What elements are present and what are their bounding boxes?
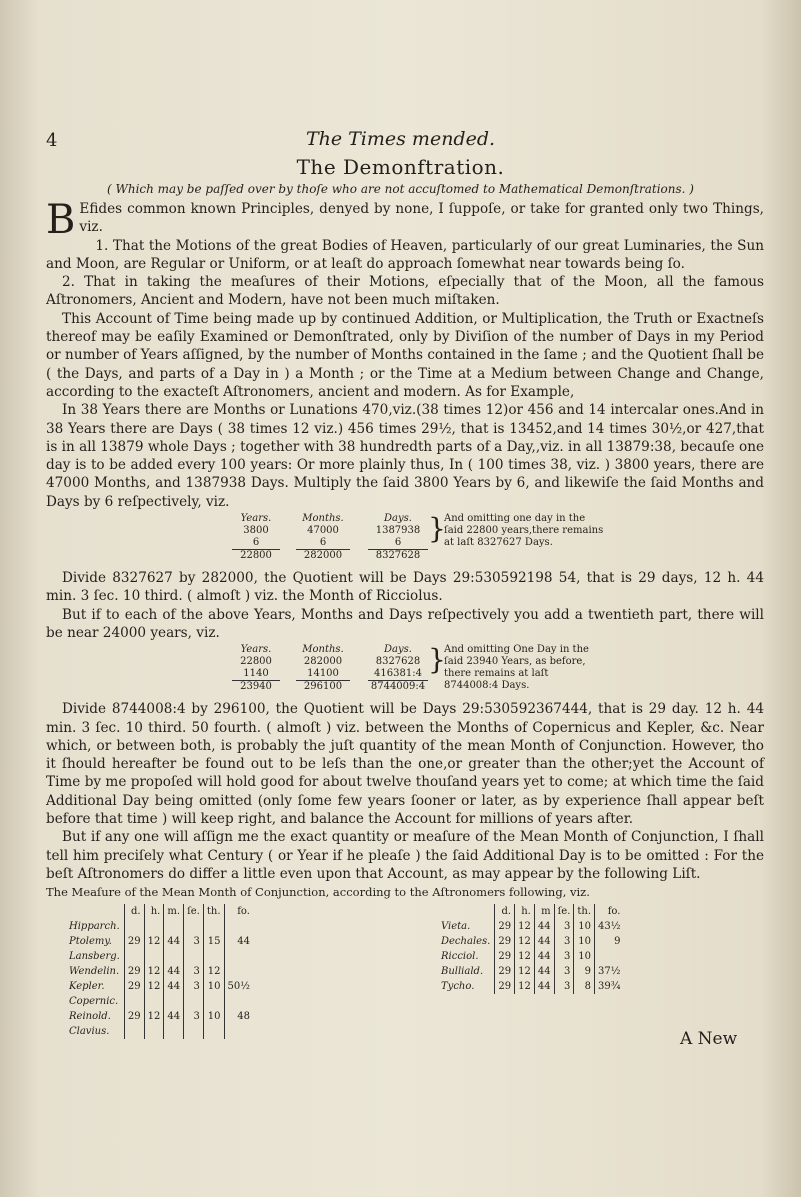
- table-cell: 44: [164, 1009, 184, 1024]
- table-cell: h.: [515, 904, 535, 919]
- table-row: [438, 934, 623, 949]
- table-cell: [224, 1024, 253, 1039]
- calc-cell: 14100: [307, 668, 339, 680]
- table-cell: 50½: [224, 979, 253, 994]
- calculation-2: [46, 644, 764, 698]
- table-cell: 3: [554, 964, 574, 979]
- calc-cell: 6: [252, 537, 260, 549]
- table-cell: 44: [534, 919, 554, 934]
- paragraph-5: In 38 Years there are Months or Lunations 470,viz.(38 times 12)or 456 and 14 intercalar ones.And in 38 Years there are Days ( 38 times 12 viz.) 456 times 29½, that is 13452,and 14 times 30½,or 427,that is in all 13879 whole Days ; together with 38 hundredth parts of a Day,,viz. in all 13879:38, becauſe one day is to be added every 100 years: Or more plainly thus, In ( 100 times 38, viz. ) 3800 years, there are 47000 Months, and 1387938 Days. Multiply the ſaid 3800 Years by 6, and likewiſe the ſaid Months and Days by 6 reſpectively, viz.: [46, 402, 764, 510]
- section-subtitle: ( Which may be paſſed over by thoſe who are not accuſtomed to Mathematical Demonſtrations. ): [107, 182, 694, 196]
- calc-cell: 416381:4: [374, 668, 422, 680]
- table-cell: 3: [184, 979, 204, 994]
- calc-total: 296100: [296, 680, 350, 693]
- paragraph-7: But if to each of the above Years, Months and Days reſpectively you add a twentieth part, there will be near 24000 years, viz.: [46, 606, 764, 641]
- table-row: [438, 964, 623, 979]
- table-header-row: [66, 904, 253, 919]
- table-cell: 9: [595, 934, 624, 949]
- table-cell: 44: [164, 934, 184, 949]
- table-cell: [184, 994, 204, 1009]
- astronomer-name: Wendelin.: [69, 965, 120, 977]
- table-cell: 15: [203, 934, 224, 949]
- table-cell: 10: [574, 919, 595, 934]
- calc-cell: 1387938: [375, 525, 421, 537]
- table-cell: [224, 964, 253, 979]
- table-cell: [203, 919, 224, 934]
- table-cell: [164, 919, 184, 934]
- table-cell: 29: [124, 1009, 144, 1024]
- table-cell: [124, 949, 144, 964]
- catchword: A New: [680, 1029, 738, 1049]
- table-cell: [224, 949, 253, 964]
- astronomer-name: Copernic.: [69, 995, 119, 1007]
- table-row: [66, 964, 253, 979]
- drop-cap: B: [46, 197, 76, 243]
- table-cell: 29: [124, 934, 144, 949]
- table-cell: 12: [515, 919, 535, 934]
- table-cell: h.: [144, 904, 164, 919]
- table-cell: 29: [495, 964, 515, 979]
- table-cell: [144, 919, 164, 934]
- brace: }: [428, 512, 446, 546]
- table-row: [66, 1024, 253, 1039]
- table-cell: th.: [203, 904, 224, 919]
- calc-total: 282000: [296, 549, 350, 562]
- table-cell: 44: [224, 934, 253, 949]
- table-cell: 44: [534, 979, 554, 994]
- table-cell: 3: [554, 949, 574, 964]
- table-cell: d.: [495, 904, 515, 919]
- table-cell: [144, 1024, 164, 1039]
- table-cell: 12: [144, 934, 164, 949]
- table-cell: [184, 1024, 204, 1039]
- paragraph-8: Divide 8744008:4 by 296100, the Quotient will be Days 29:530592367444, that is 29 day. 12 h. 44 min. 3 ſec. 10 third. 50 fourth. ( almoſt ) viz. between the Months of Copernicus and Kepler, &c. Near which, or between both, is probably the juſt quantity of the mean Month of Conjunction. However, tho it ſhould hereafter be found out to be leſs than the one,or greater than the other;yet the Account of Time by me propoſed will hold good for about twelve thouſand years yet to come; at which time the ſaid Additional Day being omitted (only ſome few years ſooner or later, as by experience ſhall appear beſt before that time ) will keep right, and balance the Account for millions of years after.: [46, 701, 764, 828]
- table-cell: [595, 949, 624, 964]
- calc-header: Months.: [302, 644, 344, 656]
- astronomer-name: Clavius.: [69, 1025, 110, 1037]
- table-cell: 29: [124, 979, 144, 994]
- table-cell: 12: [144, 1009, 164, 1024]
- table-cell: 3: [184, 934, 204, 949]
- table-row: [66, 994, 253, 1009]
- calc-cell: 8327628: [375, 656, 421, 668]
- calc-cell: 282000: [303, 656, 343, 668]
- table-cell: [184, 949, 204, 964]
- table-cell: 3: [554, 919, 574, 934]
- calc-cell: 6: [394, 537, 402, 549]
- astronomer-name: Tycho.: [441, 980, 475, 992]
- paragraph-4: This Account of Time being made up by continued Addition, or Multiplication, the Truth or Exactneſs thereof may be eaſily Examined or Demonſtrated, only by Diviſion of the number of Days in my Period or number of Years aſſigned, by the number of Months contained in the ſame ; and the Quotient ſhall be ( the Days, and parts of a Day in ) a Month ; or the Time at a Medium between Change and Change, according to the exacteſt Aſtronomers, ancient and modern. As for Example,: [46, 310, 764, 400]
- astronomer-name: Reinold.: [69, 1010, 111, 1022]
- table-cell: 44: [164, 979, 184, 994]
- calc-cell: 6: [319, 537, 327, 549]
- calc-note: And omitting one day in the ſaid 22800 years,there remains at laſt 8327627 Days.: [444, 513, 604, 549]
- table-cell: ſe.: [554, 904, 574, 919]
- calc-total: 22800: [232, 549, 280, 562]
- calc-header: Years.: [240, 644, 272, 656]
- calc-total: 8327628: [368, 549, 428, 562]
- astronomer-name: Bulliald.: [441, 965, 484, 977]
- table-cell: ſe.: [184, 904, 204, 919]
- table-cell: 29: [495, 934, 515, 949]
- running-header: [0, 128, 801, 152]
- table-cell: [124, 1024, 144, 1039]
- table-row: [438, 979, 623, 994]
- table-cell: 3: [554, 979, 574, 994]
- calc-note: And omitting One Day in the ſaid 23940 Years, as before, there remains at laſt 8744008:4 Days.: [444, 644, 589, 692]
- calc-cell: 22800: [240, 656, 272, 668]
- table-cell: [124, 919, 144, 934]
- table-cell: fo.: [224, 904, 253, 919]
- table-cell: [144, 949, 164, 964]
- table-cell: 44: [534, 949, 554, 964]
- table-cell: [184, 919, 204, 934]
- table-cell: 8: [574, 979, 595, 994]
- table-row: [66, 949, 253, 964]
- astronomer-name: Dechales.: [441, 935, 491, 947]
- table-cell: 3: [554, 934, 574, 949]
- table-cell: [164, 1024, 184, 1039]
- body-text: [46, 197, 764, 1037]
- table-cell: 48: [224, 1009, 253, 1024]
- calc-total: 23940: [232, 680, 280, 693]
- table-cell: 12: [515, 964, 535, 979]
- table-cell: th.: [574, 904, 595, 919]
- astronomer-name: Ptolemy.: [69, 935, 112, 947]
- right-astronomer-table: [438, 904, 623, 994]
- table-cell: 10: [203, 1009, 224, 1024]
- table-cell: 44: [534, 934, 554, 949]
- table-cell: 12: [144, 979, 164, 994]
- table-cell: [224, 919, 253, 934]
- table-cell: [124, 994, 144, 1009]
- table-cell: 12: [203, 964, 224, 979]
- table-cell: 10: [203, 979, 224, 994]
- astronomer-name: [66, 904, 124, 919]
- table-cell: d.: [124, 904, 144, 919]
- table-row: [66, 934, 253, 949]
- table-cell: 9: [574, 964, 595, 979]
- table-cell: 10: [574, 949, 595, 964]
- table-cell: 29: [124, 964, 144, 979]
- table-cell: [164, 949, 184, 964]
- paragraph-9: But if any one will aſſign me the exact quantity or meaſure of the Mean Month of Conjunction, I ſhall tell him preciſely what Century ( or Year if he pleaſe ) the ſaid Additional Day is to be omitted : For the beſt Aſtronomers do differ a little even upon that Account, as may appear by the following Liſt.: [46, 829, 764, 882]
- calc-header: Months.: [302, 513, 344, 525]
- table-cell: fo.: [595, 904, 624, 919]
- astronomer-name: Ricciol.: [441, 950, 479, 962]
- astronomer-name: Vieta.: [441, 920, 471, 932]
- table-cell: 3: [184, 1009, 204, 1024]
- table-cell: 29: [495, 979, 515, 994]
- paragraph-2: 1. That the Motions of the great Bodies of Heaven, particularly of our great Luminaries, the Sun and Moon, are Regular or Uniform, or at leaſt do approach ſomewhat near towards being ſo.: [46, 237, 764, 272]
- table-cell: m.: [164, 904, 184, 919]
- table-cell: 12: [515, 934, 535, 949]
- table-cell: 10: [574, 934, 595, 949]
- astronomer-name: [438, 904, 495, 919]
- calc-header: Days.: [384, 513, 412, 525]
- table-row: [66, 1009, 253, 1024]
- table-cell: 37½: [595, 964, 624, 979]
- table-header-row: [438, 904, 623, 919]
- table-row: [438, 919, 623, 934]
- table-cell: [164, 994, 184, 1009]
- section-title: The Demonftration.: [296, 155, 505, 179]
- table-cell: [144, 994, 164, 1009]
- table-cell: 12: [144, 964, 164, 979]
- calc-cell: 3800: [243, 525, 269, 537]
- table-cell: 44: [164, 964, 184, 979]
- table-cell: [203, 994, 224, 1009]
- table-row: [438, 949, 623, 964]
- calc-cell: 47000: [307, 525, 339, 537]
- paragraph-3: 2. That in taking the meaſures of their Motions, eſpecially that of the Moon, all the famous Aſtronomers, Ancient and Modern, have not been much miſtaken.: [46, 274, 764, 309]
- brace: }: [428, 643, 446, 677]
- paragraph-1: B Efides common known Principles, denyed by none, I ſuppoſe, or take for granted only two Things, viz.: [46, 197, 764, 243]
- calc-total: 8744009:4: [368, 680, 428, 693]
- table-cell: 43½: [595, 919, 624, 934]
- table-cell: [203, 1024, 224, 1039]
- page-number: 4: [46, 130, 58, 151]
- table-cell: 39¾: [595, 979, 624, 994]
- astronomer-name: Kepler.: [69, 980, 105, 992]
- calc-cell: 1140: [243, 668, 269, 680]
- table-cell: 29: [495, 919, 515, 934]
- table-cell: 29: [495, 949, 515, 964]
- left-astronomer-table: [66, 904, 253, 1039]
- table-row: [66, 979, 253, 994]
- astronomer-name: Lansberg.: [69, 950, 120, 962]
- calc-header: Years.: [240, 513, 272, 525]
- table-row: [66, 919, 253, 934]
- table-cell: 12: [515, 949, 535, 964]
- table-cell: 44: [534, 964, 554, 979]
- list-heading: The Meaſure of the Mean Month of Conjunction, according to the Aſtronomers following, viz.: [46, 885, 590, 900]
- table-cell: [224, 994, 253, 1009]
- calc-header: Days.: [384, 644, 412, 656]
- running-title: The Times mended.: [305, 128, 496, 150]
- table-cell: 3: [184, 964, 204, 979]
- table-cell: m: [534, 904, 554, 919]
- astronomer-lists: [46, 902, 764, 1037]
- table-cell: 12: [515, 979, 535, 994]
- table-cell: [203, 949, 224, 964]
- astronomer-name: Hipparch.: [69, 920, 120, 932]
- paragraph-6: Divide 8327627 by 282000, the Quotient will be Days 29:530592198 54, that is 29 days, 12 h. 44 min. 3 ſec. 10 third. ( almoſt ) viz. the Month of Ricciolus.: [46, 570, 764, 605]
- calculation-1: [46, 513, 764, 567]
